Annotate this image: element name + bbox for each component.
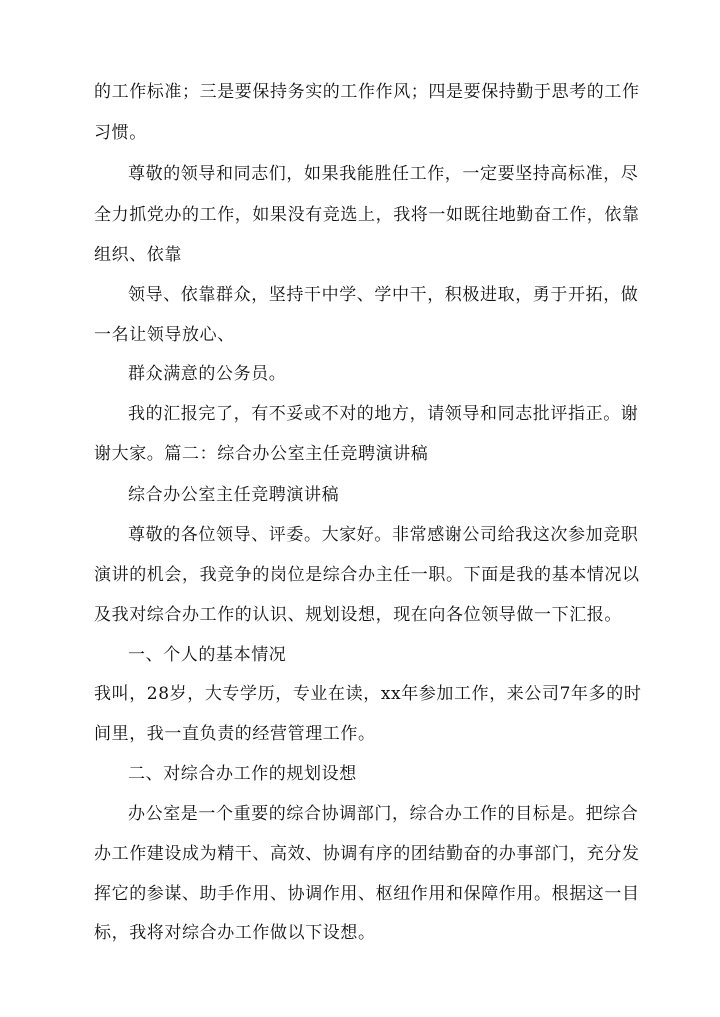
text-line: 间里，我一直负责的经营管理工作。 [94, 724, 376, 744]
section-heading: 二、对综合办工作的规划设想 [128, 764, 357, 784]
text-line: 的工作标准；三是要保持务实的工作作风；四是要保持勤于思考的工作 [94, 82, 640, 102]
text-line: 一名让领导放心、 [94, 325, 235, 345]
text-line: 挥它的参谋、助手作用、协调作用、枢纽作用和保障作用。根据这一目 [94, 884, 640, 904]
text-line: 办工作建设成为精干、高效、协调有序的团结勤奋的办事部门，充分发 [94, 844, 640, 864]
paragraph-start: 群众满意的公务员。 [128, 364, 287, 384]
text-line: 标，我将对综合办工作做以下设想。 [94, 923, 376, 943]
text-line: 全力抓党办的工作，如果没有竞选上，我将一如既往地勤奋工作，依靠 [94, 205, 640, 225]
paragraph-start: 我的汇报完了，有不妥或不对的地方，请领导和同志批评指正。谢 [128, 404, 639, 424]
paragraph-start: 领导、依靠群众，坚持干中学、学中干，积极进取，勇于开拓，做 [128, 285, 639, 305]
section-heading: 一、个人的基本情况 [128, 645, 287, 665]
paragraph-start: 办公室是一个重要的综合协调部门，综合办工作的目标是。把综合 [128, 804, 639, 824]
section-title: 综合办公室主任竞聘演讲稿 [128, 485, 340, 505]
text-line: 习惯。 [94, 123, 147, 143]
text-line: 我叫，28岁，大专学历，专业在读，xx年参加工作，来公司7年多的时 [94, 684, 642, 704]
text-line: 谢大家。篇二：综合办公室主任竞聘演讲稿 [94, 444, 429, 464]
text-line: 组织、依靠 [94, 245, 182, 265]
text-line: 及我对综合办工作的认识、规划设想，现在向各位领导做一下汇报。 [94, 605, 622, 625]
paragraph-start: 尊敬的领导和同志们，如果我能胜任工作，一定要坚持高标准，尽 [128, 164, 639, 184]
text-line: 演讲的机会，我竞争的岗位是综合办主任一职。下面是我的基本情况以 [94, 565, 640, 585]
paragraph-start: 尊敬的各位领导、评委。大家好。非常感谢公司给我这次参加竞职 [128, 525, 639, 545]
